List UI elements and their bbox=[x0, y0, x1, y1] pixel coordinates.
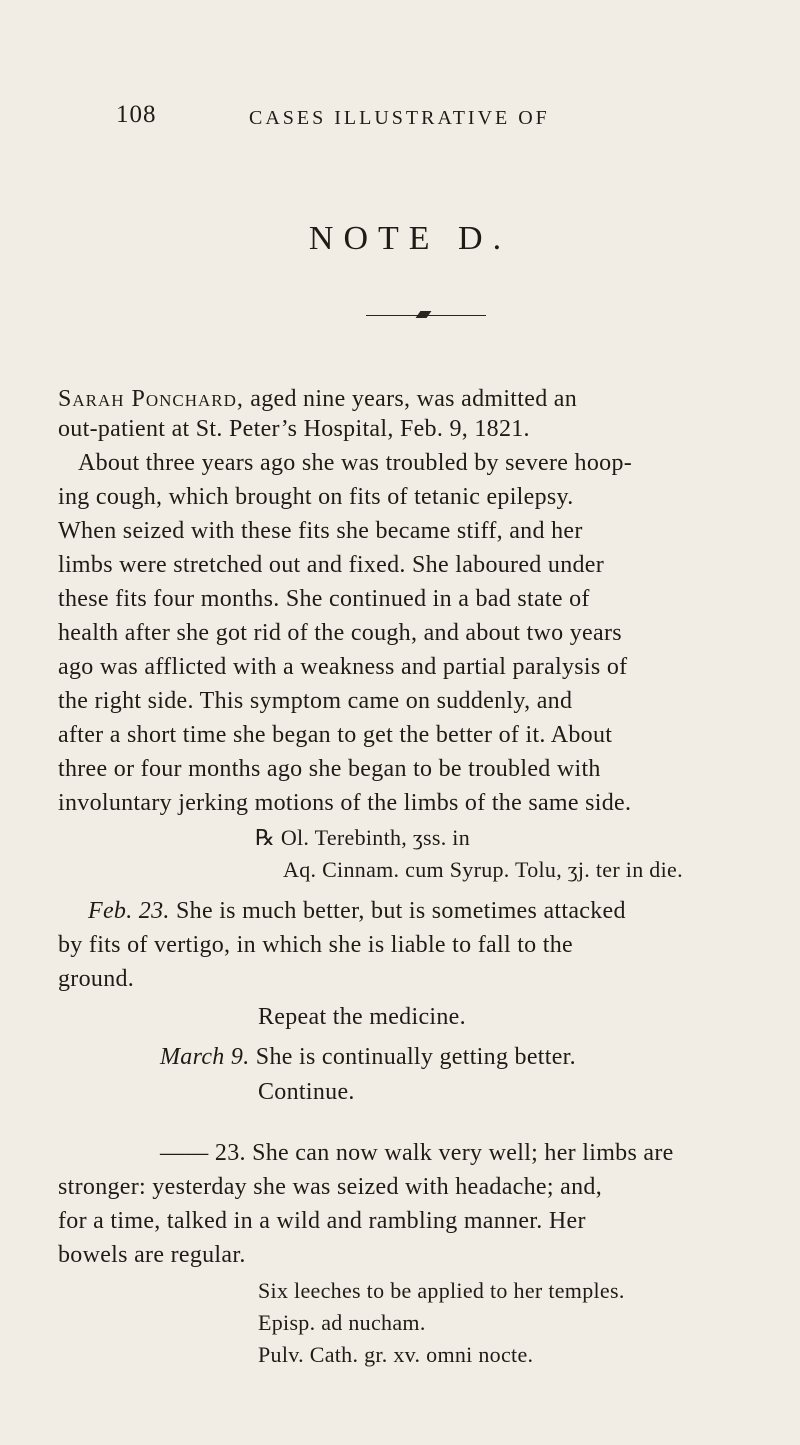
ornament-divider bbox=[366, 310, 486, 320]
paragraph-2-line-9: after a short time she began to get the better of it. About bbox=[58, 722, 613, 748]
entry-march9-line bbox=[160, 1042, 576, 1072]
paragraph-2-line-10: three or four months ago she began to be troubled with bbox=[58, 756, 601, 782]
entry-march23-line-4: bowels are regular. bbox=[58, 1242, 246, 1268]
paragraph-2-line-5: these fits four months. She continued in a bad state of bbox=[58, 586, 590, 612]
entry-feb23-line-2: by fits of vertigo, in which she is liable to fall to the bbox=[58, 932, 574, 958]
page-number: 108 bbox=[116, 101, 157, 128]
instruction-repeat: Repeat the medicine. bbox=[258, 1004, 466, 1030]
entry-march23-line-3: for a time, talked in a wild and rambling manner. Her bbox=[58, 1208, 586, 1234]
prescription-2-line-1: Six leeches to be applied to her temples. bbox=[258, 1278, 625, 1303]
entry-feb23-line-3: ground. bbox=[58, 966, 135, 992]
prescription-1-line-2: Aq. Cinnam. cum Syrup. Tolu, ʒj. ter in die. bbox=[283, 857, 683, 882]
instruction-continue: Continue. bbox=[258, 1079, 355, 1105]
entry-march9-date: March 9. bbox=[160, 1044, 250, 1070]
paragraph-2-line-6: health after she got rid of the cough, and about two years bbox=[58, 620, 622, 646]
running-title: CASES ILLUSTRATIVE OF bbox=[249, 107, 550, 129]
paragraph-2-line-4: limbs were stretched out and fixed. She laboured under bbox=[58, 552, 605, 578]
paragraph-2-line-8: the right side. This symptom came on suddenly, and bbox=[58, 688, 573, 714]
paragraph-2-line-2: ing cough, which brought on fits of tetanic epilepsy. bbox=[58, 484, 574, 510]
prescription-1-line-1: ℞ Ol. Terebinth, ʒss. in bbox=[255, 825, 471, 850]
entry-march23-date: —— 23. bbox=[160, 1140, 246, 1166]
entry-feb23-date: Feb. 23. bbox=[88, 898, 170, 924]
paragraph-1-line-1 bbox=[58, 384, 577, 414]
running-head bbox=[116, 101, 736, 141]
prescription-2-line-3: Pulv. Cath. gr. xv. omni nocte. bbox=[258, 1342, 534, 1367]
entry-feb23-line-1-text: She is much better, but is sometimes attacked bbox=[169, 898, 626, 924]
paragraph-1-line-2: out-patient at St. Peter’s Hospital, Feb. 9, 1821. bbox=[58, 416, 530, 442]
entry-march23-line-1 bbox=[160, 1138, 674, 1168]
prescription-2-line-2: Episp. ad nucham. bbox=[258, 1310, 426, 1335]
entry-feb23-line-1 bbox=[88, 896, 626, 926]
entry-march9-text: She is continually getting better. bbox=[249, 1044, 576, 1070]
section-title: NOTE D. bbox=[308, 220, 512, 257]
paragraph-2-line-3: When seized with these fits she became stiff, and her bbox=[58, 518, 583, 544]
entry-march23-line-2: stronger: yesterday she was seized with headache; and, bbox=[58, 1174, 603, 1200]
patient-name: Sarah Ponchard, bbox=[58, 386, 244, 412]
paragraph-2-line-1: About three years ago she was troubled by severe hoop- bbox=[78, 450, 633, 476]
paragraph-1-line-1-text: aged nine years, was admitted an bbox=[243, 386, 578, 412]
paragraph-2-line-7: ago was afflicted with a weakness and partial paralysis of bbox=[58, 654, 628, 680]
paragraph-2-line-11: involuntary jerking motions of the limbs of the same side. bbox=[58, 790, 632, 816]
entry-march23-line-1-text: She can now walk very well; her limbs are bbox=[245, 1140, 674, 1166]
